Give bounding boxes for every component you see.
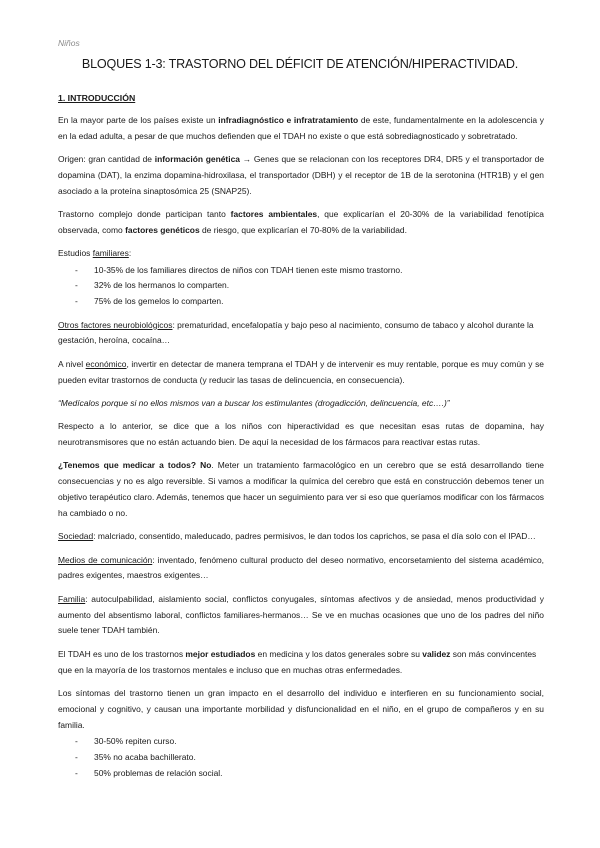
- underlined-term: Sociedad: [58, 531, 94, 542]
- text-run: en medicina y los datos generales sobre su: [255, 648, 423, 659]
- bold-term: mejor estudiados: [185, 648, 256, 659]
- bold-question: ¿Tenemos que medicar a todos? No: [58, 460, 212, 471]
- underlined-term: Familia: [58, 593, 86, 604]
- paragraph-sintomas: Los síntomas del trastorno tienen un gran impacto en el desarrollo del individuo e interfieren en su funcionamiento social, emocional y cognitivo, y causan una importante morbilidad y disfuncionalidad en el niño, en el grupo de compañeros y en su familia.: [58, 688, 544, 730]
- text-run: : malcriado, consentido, maleducado, padres permisivos, le dan todos los caprichos, se pasa el día solo con el IPAD…: [93, 531, 536, 542]
- paragraph-economico: [58, 357, 544, 389]
- underlined-term: Otros factores neurobiológicos: [58, 319, 173, 330]
- header-note: Niños: [58, 38, 80, 48]
- paragraph-origen: [58, 152, 544, 199]
- paragraph-infradiagnostico: [58, 113, 544, 145]
- list-item: - 35% no acaba bachillerato.: [58, 750, 544, 766]
- text-run: En la mayor parte de los países existe un: [58, 114, 219, 125]
- list-item: - 30-50% repiten curso.: [58, 734, 544, 750]
- text-run: :: [128, 248, 132, 259]
- paragraph-medicar: [58, 458, 544, 521]
- bold-term: factores ambientales: [230, 208, 318, 219]
- paragraph-sociedad: [58, 529, 544, 545]
- quote: “Medícalos porque si no ellos mismos van a buscar los estimulantes (drogadicción, delincuencia, etc….)”: [58, 397, 450, 408]
- page-title: BLOQUES 1-3: TRASTORNO DEL DÉFICIT DE ATENCIÓN/HIPERACTIVIDAD.: [81, 57, 519, 71]
- list-item: - 10-35% de los familiares directos de niños con TDAH tienen este mismo trastorno.: [58, 263, 544, 279]
- list-item: - 32% de los hermanos lo comparten.: [58, 278, 544, 294]
- sintomas-list: [58, 734, 544, 781]
- document-body: [58, 91, 544, 789]
- underlined-term: económico: [85, 358, 127, 369]
- text-run: Estudios: [58, 248, 93, 259]
- section-heading: 1. INTRODUCCIÓN: [58, 93, 136, 103]
- text-run: , invertir en detectar de manera temprana el TDAH y de intervenir es muy rentable, porque es muy común y se pueden evitar trastornos de conducta (y reducir las tasas de delincuencia, en consecuencia).: [58, 358, 544, 385]
- text-run: → Genes que se relacionan con los receptores DR4, DR5 y el transportador de dopamina (DAT), la enzima dopamina-hidroxilasa, el transportador (DBH) y el receptor de 1B de la serotonina (HTR1B) y el gen asociado a la proteína sinaptosómica 25 (SNAP25).: [58, 153, 545, 196]
- paragraph-familia: [58, 592, 544, 639]
- text-run: , que explicarían el 20-30% de la variabilidad fenotípica observada, como: [58, 208, 544, 235]
- paragraph-respecto: Respecto a lo anterior, se dice que a los niños con hiperactividad es que necesitan esas rutas de dopamina, hay neurotransmisores que no están actuando bien. De aquí la necesidad de los fármacos para reactivar estas rutas.: [58, 421, 544, 448]
- list-item: - 75% de los gemelos lo comparten.: [58, 294, 544, 310]
- text-run: de riesgo, que explicarían el 70-80% de la variabilidad.: [199, 224, 407, 235]
- text-run: . Meter un tratamiento farmacológico en un cerebro que se está desarrollando tiene consecuencias y no es algo reversible. Si vamos a modificar la química del cerebro que está en construcción debemos tener un objetivo terapéutico claro. Además, tenemos que hacer un seguimiento para ver si eso que queríamos modificar con los fármacos ha cambiado o no.: [58, 460, 544, 518]
- familiares-list: [58, 263, 544, 310]
- text-run: : inventado, fenómeno cultural producto del deseo normativo, encorsetamiento del sistema académico, padres exigentes, maestros exigentes…: [58, 554, 544, 581]
- text-run: Trastorno complejo donde participan tanto: [58, 208, 231, 219]
- list-item: - 50% problemas de relación social.: [58, 766, 544, 782]
- paragraph-medios: [58, 553, 544, 585]
- text-run: : prematuridad, encefalopatía y bajo peso al nacimiento, consumo de tabaco y alcohol durante la gestación, heroína, cocaína…: [58, 319, 534, 346]
- text-run: El TDAH es uno de los trastornos: [58, 648, 186, 659]
- text-run: de este, fundamentalmente en la adolescencia y en la edad adulta, a pesar de que muchos defienden que el TDAH no existe o que está sobrediagnosticado y sobretratado.: [58, 114, 544, 141]
- paragraph-factores: [58, 207, 544, 239]
- bold-term: factores genéticos: [125, 224, 200, 235]
- paragraph-estudios-familiares: [58, 246, 544, 262]
- underlined-term: familiares: [92, 248, 129, 259]
- text-run: son más convincentes que en la mayoría de los trastornos mentales e incluso que en muchas otras enfermedades.: [58, 648, 537, 675]
- paragraph-neurobiologicos: [58, 318, 544, 350]
- bold-term: infradiagnóstico e infratratamiento: [218, 114, 359, 125]
- underlined-term: Medios de comunicación: [58, 554, 153, 565]
- text-run: Origen: gran cantidad de: [58, 153, 155, 164]
- bold-term: validez: [422, 648, 451, 659]
- text-run: : autoculpabilidad, aislamiento social, conflictos conyugales, síntomas afectivos y de ansiedad, menos productividad y aumento del absentismo laboral, conflictos familiares-hermanos… Se ve en muchas ocasiones que uno de los padres del niño suele tener TDAH también.: [58, 593, 544, 636]
- bold-term: información genética: [154, 153, 240, 164]
- paragraph-mejor-estudiados: [58, 647, 544, 679]
- text-run: A nivel: [58, 358, 86, 369]
